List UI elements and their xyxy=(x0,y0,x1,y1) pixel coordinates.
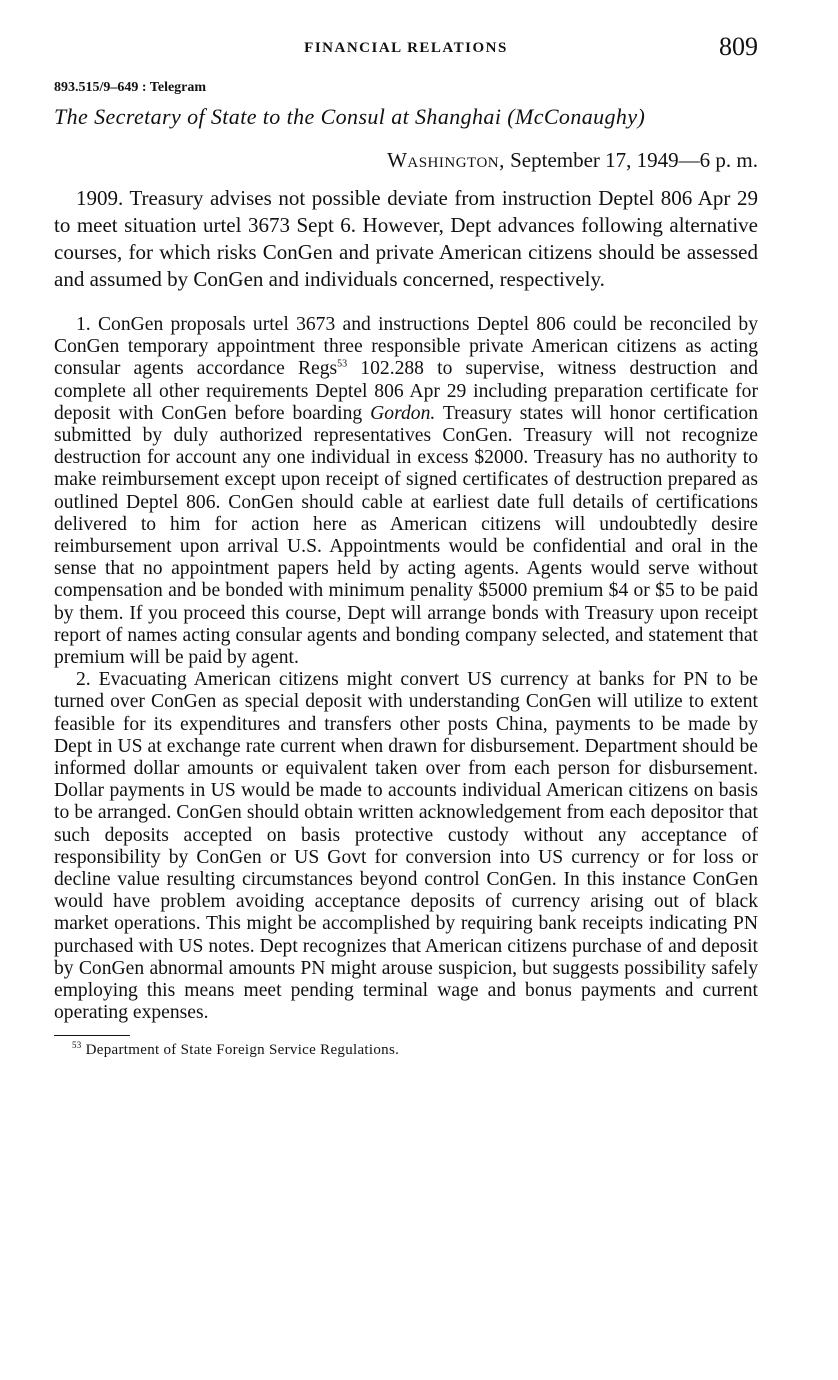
paragraph-1-part-b: 102.288 to supervise, witness destruction and complete all other requirements Deptel 806 Apr 29 including preparation certificate for deposit with ConGen before boarding xyxy=(54,358,758,424)
footnote-text: Department of State Foreign Service Regulations. xyxy=(81,1041,400,1058)
footnote xyxy=(54,1039,758,1059)
footnote-divider xyxy=(54,1035,130,1036)
intro-paragraph: 1909. Treasury advises not possible deviate from instruction Deptel 806 Apr 29 to meet situation urtel 3673 Sept 6. However, Dept advances following alternative courses, for which risks ConGen and private American citizens should be assessed and assumed by ConGen and individuals concerned, respectively. xyxy=(54,186,758,291)
dateline xyxy=(54,148,758,173)
paragraph-1-part-a: 1. ConGen proposals urtel 3673 and instructions Deptel 806 could be reconciled by ConGen temporary appointment three responsible private American citizens as acting consular agents accordance Regs xyxy=(54,314,758,380)
dateline-city: Washington, xyxy=(387,148,505,172)
page-header xyxy=(54,30,758,70)
footnote-mark: 53 xyxy=(72,1039,82,1050)
file-reference: 893.515/9–649 : Telegram xyxy=(54,80,207,95)
paragraph-1 xyxy=(54,314,758,669)
dateline-date: September 17, 1949—6 p. m. xyxy=(510,148,758,172)
running-head: FINANCIAL RELATIONS xyxy=(304,40,508,56)
paragraph-1-part-c: Treasury states will honor certification submitted by duly authorized representatives ConGen. Treasury will not recognize destruction for account any one individual in excess $2000. Treasury has no authority to make reimbursement except upon receipt of signed certificates of destruction prepared as outlined Deptel 806. ConGen should cable at earliest date full details of certifications delivered to him for action here as American citizens will undoubtedly desire reimbursement upon arrival U.S. Appointments would be confidential and oral in the sense that no appointment papers held by acting agents. Agents would serve without compensation and be bonded with minimum penality $5000 premium $4 or $5 to be paid by them. If you proceed this course, Dept will arrange bonds with Treasury upon receipt report of names acting consular agents and bonding company selected, and statement that premium will be paid by agent. xyxy=(54,402,758,669)
footnote-reference: 53 xyxy=(337,358,348,370)
page-number: 809 xyxy=(719,32,758,61)
paragraph-2: 2. Evacuating American citizens might convert US currency at banks for PN to be turned over ConGen as special deposit with understanding ConGen will utilize to extent feasible for its expenditures and transfers other posts China, payments to be made by Dept in US at exchange rate current when drawn for disbursement. Department should be informed dollar amounts or equivalent taken over from each person for disbursement. Dollar payments in US would be made to accounts individual American citizens on basis to be arranged. ConGen should obtain written acknowledgement from each depositor that such deposits accepted on basis protective custody without any acceptance of responsibility by ConGen or US Govt for conversion into US currency or for loss or decline value resulting circumstances beyond control ConGen. In this instance ConGen would have problem avoiding acceptance deposits of currency arising out of black market operations. This might be accomplished by requiring bank receipts indicating PN purchased with US notes. Dept recognizes that American citizens purchase of and deposit by ConGen abnormal amounts PN might arouse suspicion, but suggests possibility safely employing this means meet pending terminal wage and bonus payments and current operating expenses. xyxy=(54,669,758,1024)
document-title: The Secretary of State to the Consul at Shanghai (McConaughy) xyxy=(54,104,646,129)
ship-name: Gordon. xyxy=(370,402,436,424)
document-page xyxy=(54,30,758,1059)
